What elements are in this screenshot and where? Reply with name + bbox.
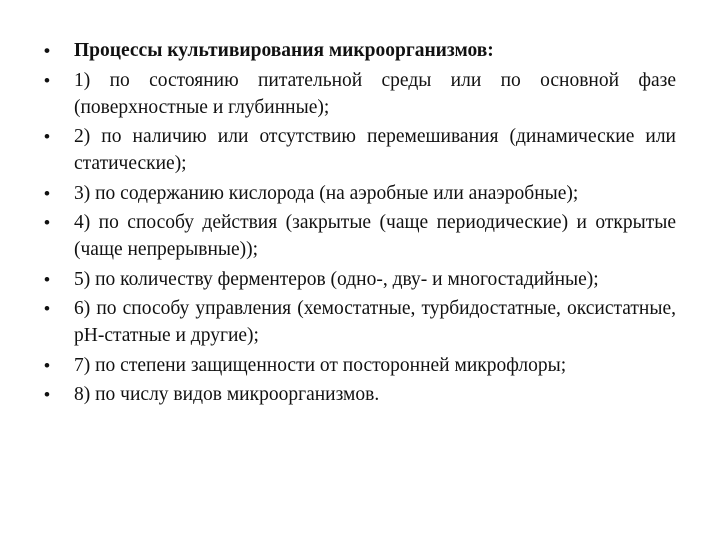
bullet-list [44,37,676,411]
list-item-text: 4) по способу действия (закрытые (чаще периодические) и открытые (чаще непрерывные)); [74,212,676,260]
list-item-text: 6) по способу управления (хемостатные, турбидостатные, оксистатные, pH-статные и другие); [74,298,676,346]
list-item [44,67,676,121]
list-item [44,381,676,408]
list-item-text: 7) по степени защищенности от посторонней микрофлоры; [74,354,567,376]
list-item [44,123,676,177]
list-item-text: 5) по количеству ферментеров (одно-, дву- и многостадийные); [74,268,599,290]
list-item-text: 8) по числу видов микроорганизмов. [74,384,380,405]
bullet-icon: • [44,213,50,232]
bullet-icon: • [44,127,50,146]
list-item-text: 3) по содержанию кислорода (на аэробные или анаэробные); [74,182,579,204]
bullet-icon: • [44,41,50,60]
list-item [44,209,676,263]
list-item-text: 1) по состоянию питательной среды или по основной фазе (поверхностные и глубинные); [74,69,676,118]
bullet-icon: • [44,183,50,203]
list-item [44,352,676,379]
bullet-icon: • [44,385,50,404]
bullet-icon: • [44,355,50,375]
list-item [44,295,676,349]
list-title [44,37,676,64]
list-item [44,180,676,207]
bullet-icon: • [44,299,50,318]
list-item-text: 2) по наличию или отсутствию перемешивания (динамические или статические); [74,126,676,174]
bullet-icon: • [44,269,50,289]
bullet-icon: • [44,70,50,90]
list-item [44,266,676,293]
list-title-text: Процессы культивирования микроорганизмов: [74,40,494,61]
